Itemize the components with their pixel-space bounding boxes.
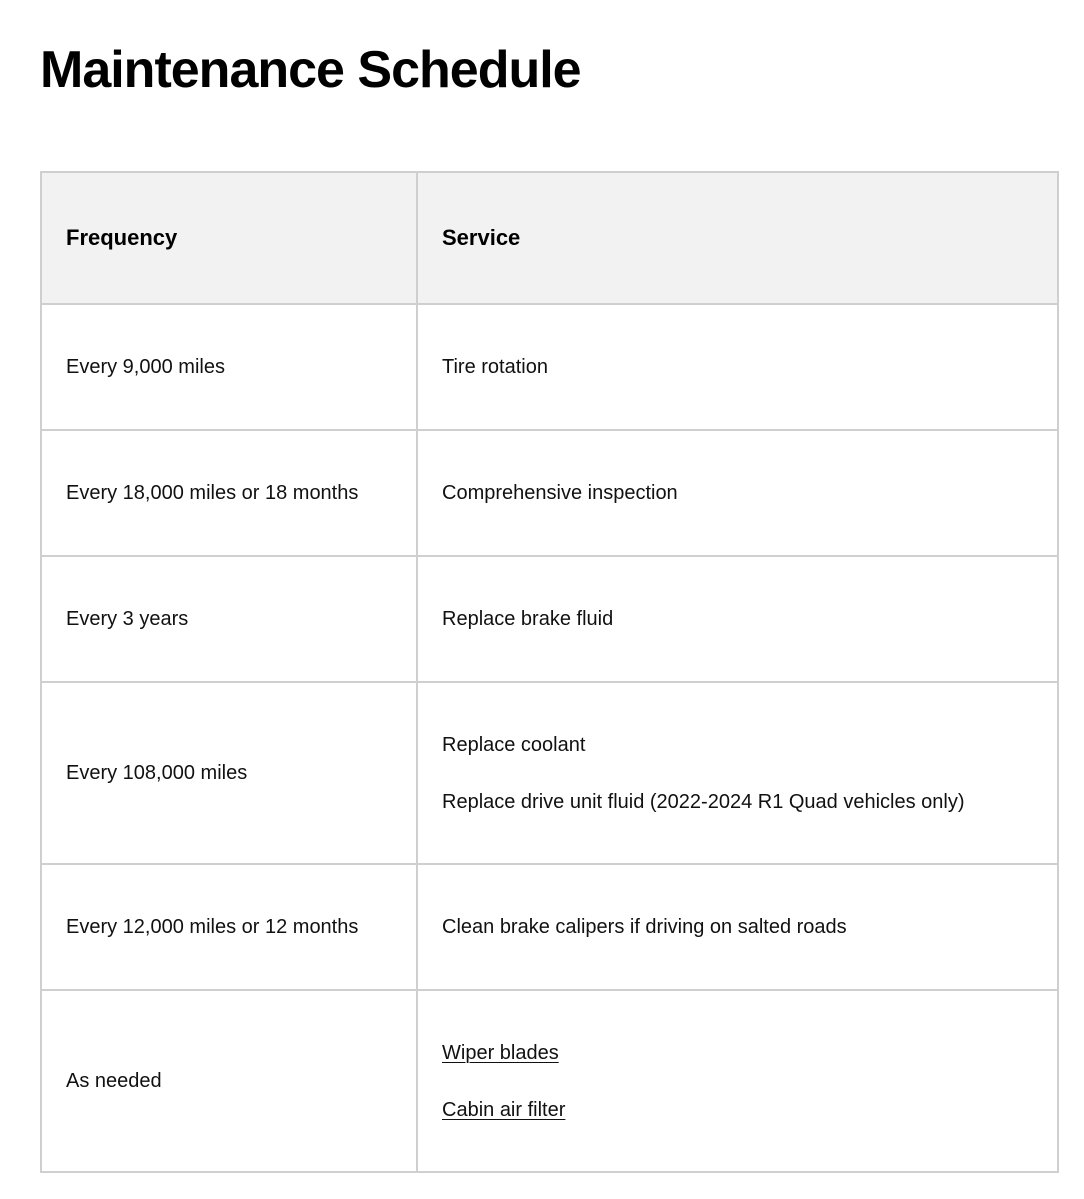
- service-cell: [417, 556, 1058, 682]
- wiper-blades-link[interactable]: Wiper blades: [442, 1041, 559, 1064]
- page-title: Maintenance Schedule: [40, 41, 581, 99]
- service-cell: [417, 864, 1058, 990]
- frequency-cell: Every 9,000 miles: [41, 304, 417, 430]
- table-row: [41, 990, 1058, 1172]
- column-header-service: Service: [417, 172, 1058, 304]
- service-item: Tire rotation: [442, 356, 548, 378]
- service-item: Replace coolant: [442, 733, 586, 756]
- service-cell: [417, 430, 1058, 556]
- service-cell: [417, 990, 1058, 1172]
- service-cell: [417, 304, 1058, 430]
- frequency-cell: Every 108,000 miles: [41, 682, 417, 864]
- frequency-cell: Every 12,000 miles or 12 months: [41, 864, 417, 990]
- service-item: Comprehensive inspection: [442, 482, 678, 504]
- service-link-wrapper: [442, 1097, 1057, 1123]
- table-row: [41, 682, 1058, 864]
- service-cell: [417, 682, 1058, 864]
- table-row: [41, 304, 1058, 430]
- frequency-cell: Every 18,000 miles or 18 months: [41, 430, 417, 556]
- table-header-row: [41, 172, 1058, 304]
- table-row: [41, 430, 1058, 556]
- frequency-cell: As needed: [41, 990, 417, 1172]
- service-item: Clean brake calipers if driving on salted roads: [442, 916, 847, 938]
- frequency-cell: Every 3 years: [41, 556, 417, 682]
- maintenance-table: [40, 171, 1059, 1173]
- service-item: Replace drive unit fluid (2022-2024 R1 Quad vehicles only): [442, 790, 965, 813]
- service-link-wrapper: [442, 1040, 1057, 1066]
- cabin-air-filter-link[interactable]: Cabin air filter: [442, 1098, 566, 1121]
- service-item: Replace brake fluid: [442, 608, 614, 630]
- column-header-frequency: Frequency: [41, 172, 417, 304]
- table-row: [41, 556, 1058, 682]
- table-row: [41, 864, 1058, 990]
